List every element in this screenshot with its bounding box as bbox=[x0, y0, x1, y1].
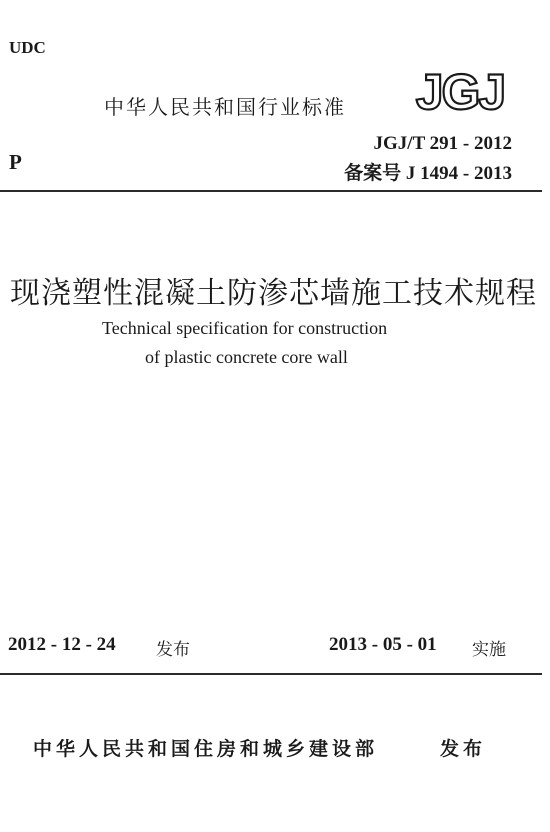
bottom-divider bbox=[0, 673, 542, 675]
jgj-logo bbox=[408, 68, 512, 114]
category-code: P bbox=[9, 150, 22, 174]
implement-label: 实施 bbox=[472, 640, 506, 660]
issuing-authority: 中华人民共和国住房和城乡建设部 bbox=[33, 738, 379, 760]
publish-date: 2012 - 12 - 24 bbox=[8, 634, 116, 655]
standard-number: JGJ/T 291 - 2012 bbox=[373, 133, 512, 154]
document-title-english-line1: Technical specification for construction bbox=[102, 318, 388, 338]
udc-label: UDC bbox=[9, 38, 46, 57]
industry-standard-label: 中华人民共和国行业标准 bbox=[104, 95, 346, 119]
document-title-english-line2: of plastic concrete core wall bbox=[145, 347, 348, 367]
jgj-logo-text: JGJ bbox=[415, 68, 505, 114]
publish-label: 发布 bbox=[156, 640, 190, 660]
document-title-chinese: 现浇塑性混凝土防渗芯墙施工技术规程 bbox=[10, 276, 537, 311]
issue-label: 发布 bbox=[440, 738, 487, 760]
implement-date: 2013 - 05 - 01 bbox=[329, 634, 437, 655]
record-number: 备案号 J 1494 - 2013 bbox=[344, 163, 512, 184]
top-divider bbox=[0, 190, 542, 192]
